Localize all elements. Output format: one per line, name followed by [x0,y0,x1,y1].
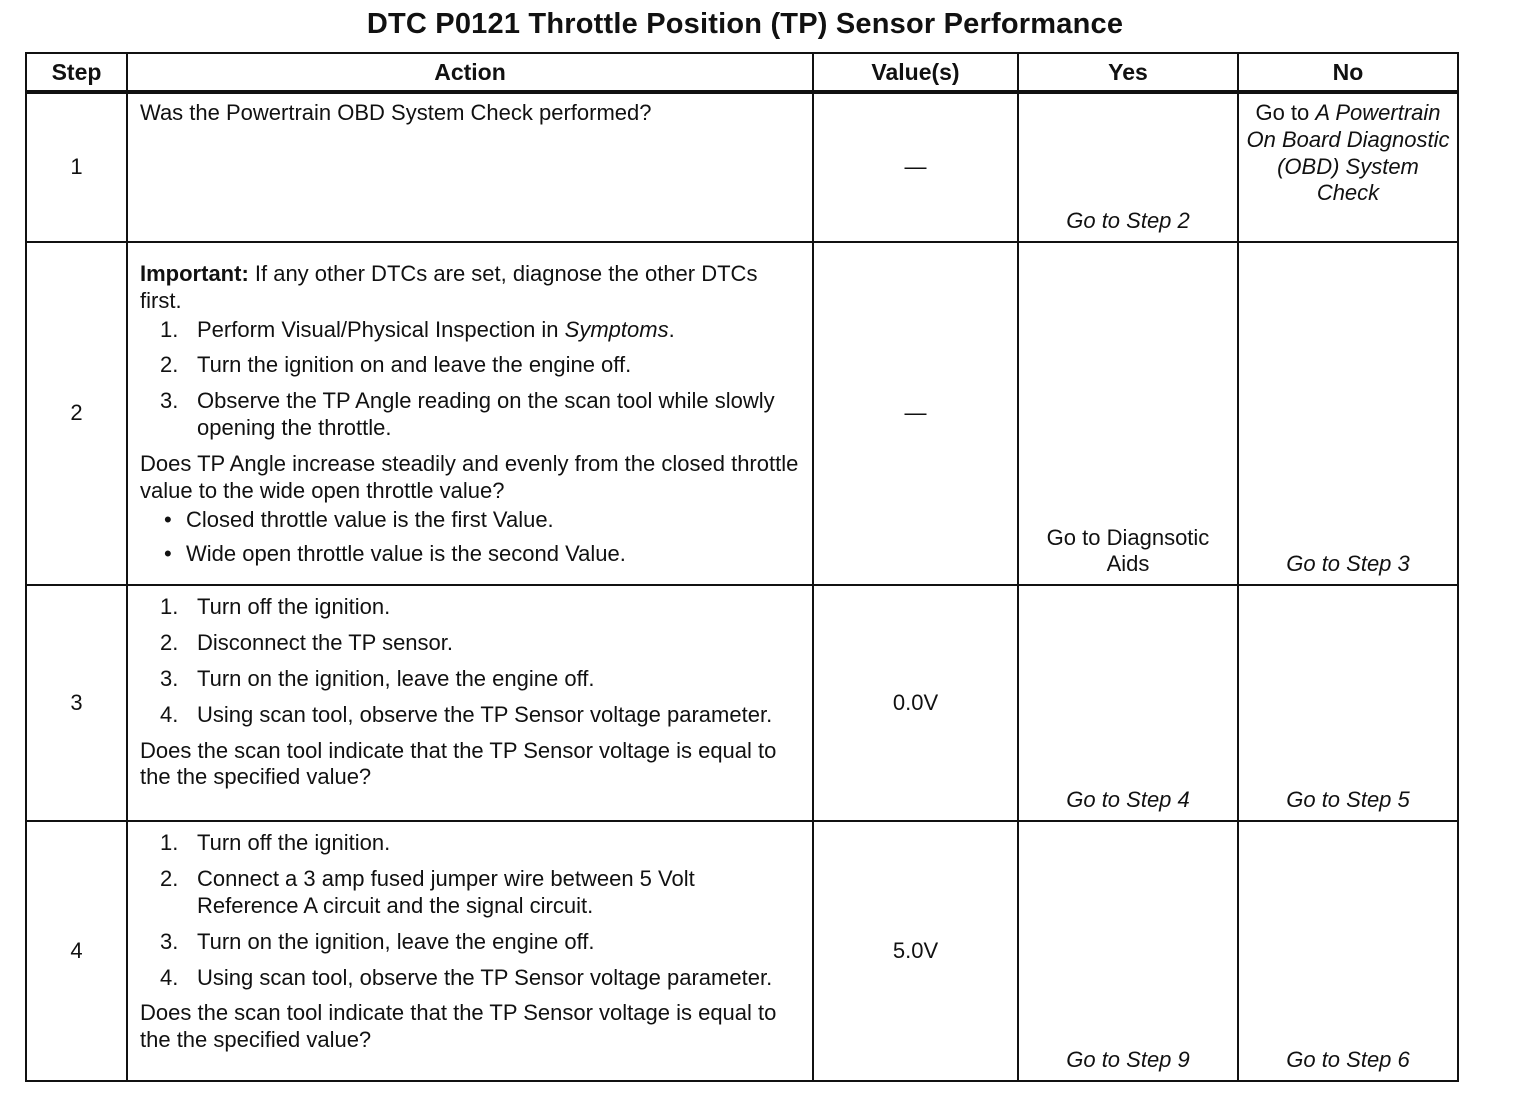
no-cell [1238,92,1458,242]
action-question: Does the scan tool indicate that the TP Sensor voltage is equal to the the specified value? [140,737,777,790]
table-row [26,92,1458,242]
table-row [26,242,1458,585]
document-title: DTC P0121 Throttle Position (TP) Sensor Performance [366,8,1124,40]
list-item: 4. Using scan tool, observe the TP Sensor voltage parameter. [160,964,773,990]
action-cell [127,92,813,242]
list-item: 3. Turn on the ignition, leave the engine off. [160,665,595,691]
no-cell: Go to Step 3 [1238,242,1458,585]
action-cell [127,585,813,821]
no-reference: A Powertrain On Board Diagnostic (OBD) System Check [1246,100,1450,206]
header-row [26,53,1458,92]
bullet-icon: • [164,506,172,532]
action-cell [127,242,813,585]
yes-cell: Go to Step 2 [1018,92,1238,242]
no-prefix: Go to [1255,100,1316,125]
table-row [26,585,1458,821]
action-question: Does TP Angle increase steadily and evenly from the closed throttle value to the wide open throttle value? [140,450,799,503]
action-question: Was the Powertrain OBD System Check performed? [140,100,652,125]
list-item: 2. Disconnect the TP sensor. [160,630,453,656]
value-cell: 0.0V [813,585,1018,821]
table-row [26,821,1458,1081]
list-item: 1. Perform Visual/Physical Inspection in Symptoms. [160,316,675,342]
list-item: 3. Observe the TP Angle reading on the scan tool while slowly opening the throttle. [160,388,775,441]
bullet-icon: • [164,541,172,567]
instruction-list [140,317,802,442]
header-values: Value(s) [813,53,1018,92]
no-cell: Go to Step 6 [1238,821,1458,1081]
step-number: 4 [26,821,127,1081]
yes-cell: Go to Step 4 [1018,585,1238,821]
important-label: Important: [140,261,249,286]
header-action: Action [127,53,813,92]
list-item: 4. Using scan tool, observe the TP Sensor voltage parameter. [160,701,773,727]
action-cell [127,821,813,1081]
important-note [140,261,802,315]
header-step: Step [26,53,127,92]
no-cell: Go to Step 5 [1238,585,1458,821]
list-item: • Closed throttle value is the first Value. [164,506,554,532]
list-item: 1. Turn off the ignition. [160,594,391,620]
list-item: 2. Connect a 3 amp fused jumper wire between 5 Volt Reference A circuit and the signal circuit. [160,866,695,918]
bullet-list [140,507,802,569]
header-yes: Yes [1018,53,1238,92]
value-cell: — [813,92,1018,242]
list-item: 1. Turn off the ignition. [160,830,391,856]
value-cell: 5.0V [813,821,1018,1081]
list-item: 3. Turn on the ignition, leave the engine off. [160,928,595,954]
action-question: Does the scan tool indicate that the TP Sensor voltage is equal to the the specified value? [140,1000,777,1053]
list-item: • Wide open throttle value is the second Value. [164,541,626,567]
value-cell: — [813,242,1018,585]
list-item: 2. Turn the ignition on and leave the engine off. [160,352,632,378]
step-number: 1 [26,92,127,242]
instruction-list [140,594,802,728]
important-text: If any other DTCs are set, diagnose the other DTCs first. [140,261,758,313]
step-number: 3 [26,585,127,821]
header-no: No [1238,53,1458,92]
diagnostic-table [25,52,1459,1082]
instruction-list [140,830,802,991]
step-number: 2 [26,242,127,585]
yes-cell: Go to Diagnsotic Aids [1018,242,1238,585]
yes-cell: Go to Step 9 [1018,821,1238,1081]
